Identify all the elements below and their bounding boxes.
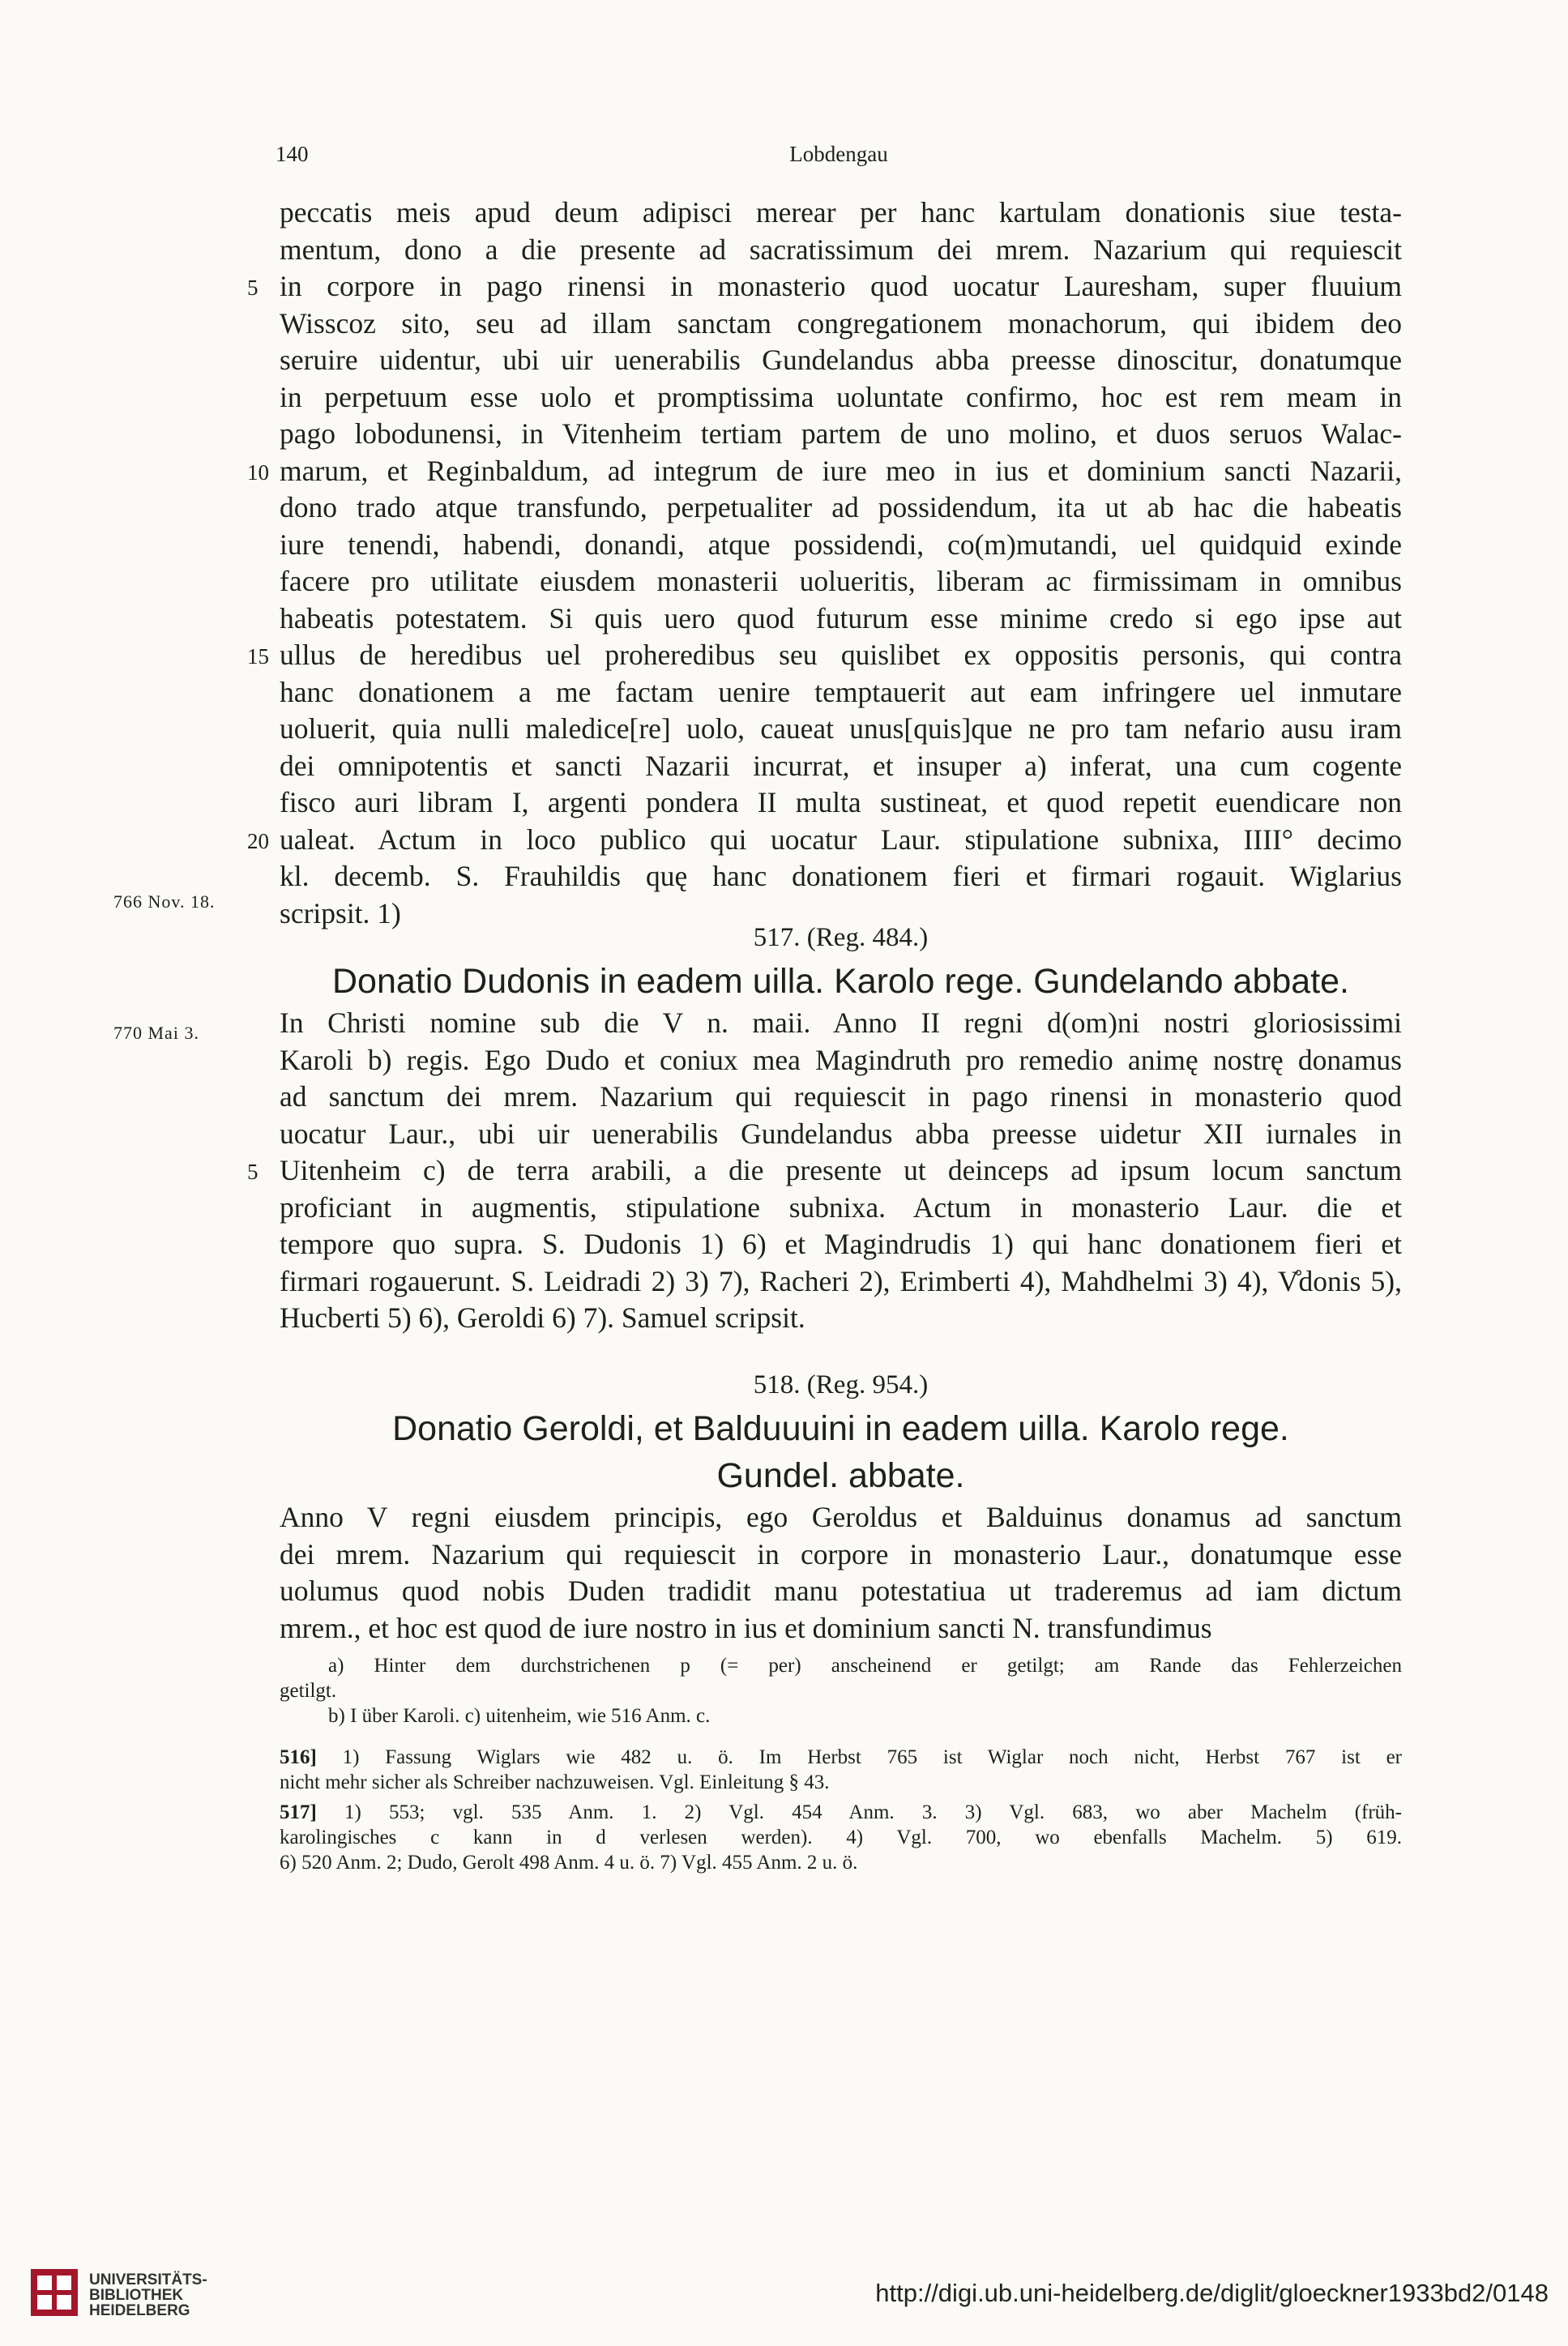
line-text: habeatis potestatem. Si quis uero quod futurum esse minime credo si ego ipse aut: [280, 601, 1402, 635]
charter-517-num: 517.: [753, 923, 801, 952]
charter-518: [280, 1361, 1402, 1647]
charter-517-note-line: [280, 1850, 1402, 1875]
charter-516-line: [280, 232, 1402, 269]
line-number: 5: [247, 1160, 258, 1184]
charter-516-line: [280, 784, 1402, 822]
line-text: uoluerit, quia nulli maledice[re] uolo, caueat unus[quis]que ne pro tam nefario ausu iram: [280, 712, 1402, 745]
note-text: karolingisches c kann in d verlesen werden). 4) Vgl. 700, wo ebenfalls Machelm. 5) 619.: [280, 1827, 1402, 1848]
line-text: Hucberti 5) 6), Geroldi 6) 7). Samuel scripsit.: [280, 1301, 805, 1334]
charter-516-line: [280, 600, 1402, 638]
line-text: fisco auri libram I, argenti pondera II multa sustineat, et quod repetit euendicare non: [280, 786, 1402, 818]
line-text: seruire uidentur, ubi uir uenerabilis Gundelandus abba preesse dinoscitur, donatumque: [280, 344, 1402, 376]
charter-516-line: [280, 306, 1402, 343]
line-text: in perpetuum esse uolo et promptissima uoluntate confirmo, hoc est rem meam in: [280, 380, 1402, 413]
line-text: kl. decemb. S. Frauhildis quę hanc donationem fieri et firmari rogauit. Wiglarius: [280, 860, 1402, 892]
line-text: in corpore in pago rinensi in monasterio quod uocatur Lauresham, super fluuium: [280, 270, 1402, 302]
line-text: Uitenheim c) de terra arabili, a die presente ut deinceps ad ipsum locum sanctum: [280, 1154, 1402, 1186]
charter-516-note-line: [280, 1770, 1402, 1795]
charter-517-line: [280, 1116, 1402, 1153]
charter-516-ref: 516]: [280, 1746, 343, 1768]
line-text: ad sanctum dei mrem. Nazarium qui requiescit in pago rinensi in monasterio quod: [280, 1080, 1402, 1113]
line-text: uocatur Laur., ubi uir uenerabilis Gundelandus abba preesse uidetur XII iurnales in: [280, 1117, 1402, 1150]
line-text: peccatis meis apud deum adipisci merear per hanc kartulam donationis siue testa-: [280, 196, 1402, 229]
line-text: firmari rogauerunt. S. Leidradi 2) 3) 7), Racheri 2), Erimberti 4), Mahdhelmi 3) 4), V̊donis 5),: [280, 1264, 1402, 1297]
charter-518-line: [280, 1573, 1402, 1610]
charter-516-line: [280, 748, 1402, 785]
page-header: [276, 142, 1402, 174]
textual-notes: [280, 1653, 1402, 1729]
charter-517-ref: 517]: [280, 1801, 345, 1823]
charter-518-line: [280, 1499, 1402, 1536]
library-name: [89, 2272, 207, 2318]
charter-516-line: [280, 342, 1402, 379]
line-text: Wisscoz sito, seu ad illam sanctam congregationem monachorum, qui ibidem deo: [280, 306, 1402, 340]
charter-517-line: [280, 1190, 1402, 1227]
line-text: mentum, dono a die presente ad sacratissimum dei mrem. Nazarium qui requiescit: [280, 233, 1402, 266]
charter-516-line: [280, 711, 1402, 748]
library-line1: UNIVERSITÄTS-: [89, 2271, 207, 2288]
charter-518-number: [280, 1366, 1402, 1404]
page-number: 140: [276, 142, 309, 166]
charter-518-title-line2: Gundel. abbate.: [716, 1456, 965, 1495]
charter-516-text: [247, 194, 1402, 932]
charter-516-line: [280, 416, 1402, 453]
library-logo-icon: [31, 2269, 78, 2316]
note-text: 1) Fassung Wiglars wie 482 u. ö. Im Herbst 765 ist Wiglar noch nicht, Herbst 767 ist er: [342, 1746, 1402, 1768]
charter-517-line: [280, 1079, 1402, 1116]
library-line3: HEIDELBERG: [89, 2302, 190, 2319]
charter-516-line: [247, 637, 1402, 674]
line-text: Anno V regni eiusdem principis, ego Geroldus et Balduinus donamus ad sanctum: [280, 1501, 1402, 1533]
line-text: Karoli b) regis. Ego Dudo et coniux mea Magindruth pro remedio animę nostrę donamus: [280, 1043, 1402, 1076]
line-number: 20: [247, 828, 269, 853]
line-number: 15: [247, 644, 269, 669]
charter-517-line: [280, 1300, 1402, 1337]
line-text: dei omnipotentis et sancti Nazarii incurrat, et insuper a) inferat, una cum cogente: [280, 749, 1402, 782]
line-text: pago lobodunensi, in Vitenheim tertiam partem de uno molino, et duos seruos Walac-: [280, 417, 1402, 450]
charter-517: [247, 914, 1402, 1337]
line-text: ullus de heredibus uel proheredibus seu quislibet ex oppositis personis, qui contra: [280, 639, 1402, 671]
line-text: dei mrem. Nazarium qui requiescit in corpore in monasterio Laur., donatumque esse: [280, 1537, 1402, 1570]
line-text: scripsit. 1): [280, 896, 401, 929]
charter-516-paragraph: [247, 194, 1402, 932]
charter-517-number: [280, 919, 1402, 956]
charter-517-reg: (Reg. 484.): [806, 923, 929, 952]
charter-516-line: [247, 268, 1402, 306]
line-text: tempore quo supra. S. Dudonis 1) 6) et Magindrudis 1) qui hanc donationem fieri et: [280, 1228, 1402, 1260]
line-text: dono trado atque transfundo, perpetualiter ad possidendum, ita ut ab hac die habeatis: [280, 491, 1402, 523]
margin-date-516: 766 Nov. 18.: [113, 891, 216, 912]
charter-516-line: [280, 674, 1402, 711]
charter-518-paragraph: [280, 1499, 1402, 1647]
note-text: 1) 553; vgl. 535 Anm. 1. 2) Vgl. 454 Anm. 3. 3) Vgl. 683, wo aber Machelm (früh-: [344, 1801, 1402, 1823]
line-text: proficiant in augmentis, stipulatione subnixa. Actum in monasterio Laur. die et: [280, 1190, 1402, 1224]
textual-note-line: [280, 1653, 1402, 1678]
charter-516-line: [247, 453, 1402, 490]
line-text: iure tenendi, habendi, donandi, atque possidendi, co(m)mutandi, uel quidquid exinde: [280, 528, 1402, 561]
charter-516-line: [280, 527, 1402, 564]
charter-518-line: [280, 1536, 1402, 1574]
charter-517-line: [280, 1005, 1402, 1042]
charter-516-line: [280, 379, 1402, 417]
textual-note-line: [280, 1678, 1402, 1703]
note-text: 6) 520 Anm. 2; Dudo, Gerolt 498 Anm. 4 u. ö. 7) Vgl. 455 Anm. 2 u. ö.: [280, 1852, 858, 1874]
charter-517-note-line: [280, 1825, 1402, 1850]
line-text: mrem., et hoc est quod de iure nostro in ius et dominium sancti N. transfundimus: [280, 1611, 1212, 1644]
charter-516-line: [280, 563, 1402, 600]
charter-516-line: [280, 194, 1402, 232]
charter-517-paragraph: [247, 1005, 1402, 1337]
notes-516: [280, 1745, 1402, 1795]
line-number: 10: [247, 459, 269, 485]
note-text: b) I über Karoli. c) uitenheim, wie 516 Anm. c.: [328, 1705, 711, 1727]
library-line2: BIBLIOTHEK: [89, 2287, 184, 2304]
line-text: In Christi nomine sub die V n. maii. Anno II regni d(om)ni nostri gloriosissimi: [280, 1006, 1402, 1039]
page-footer: [0, 2245, 1568, 2346]
note-text: nicht mehr sicher als Schreiber nachzuweisen. Vgl. Einleitung § 43.: [280, 1771, 830, 1793]
charter-518-title-line1: Donatio Geroldi, et Balduuuini in eadem uilla. Karolo rege.: [392, 1409, 1289, 1448]
charter-517-line: [247, 1152, 1402, 1190]
charter-517-line: [280, 1042, 1402, 1079]
charter-516-line: [280, 489, 1402, 527]
charter-517-line: [280, 1263, 1402, 1301]
charter-517-note-line: [280, 1800, 1402, 1825]
margin-date-517: 770 Mai 3.: [113, 1023, 199, 1043]
note-text: a) Hinter dem durchstrichenen p (= per) anscheinend er getilgt; am Rande das Fehlerzeichen: [328, 1655, 1402, 1677]
charter-518-num: 518.: [753, 1370, 801, 1399]
source-url[interactable]: http://digi.ub.uni-heidelberg.de/diglit/gloeckner1933bd2/0148: [875, 2279, 1549, 2307]
textual-note-line: [280, 1703, 1402, 1729]
line-number: 5: [247, 276, 258, 300]
line-text: hanc donationem a me factam uenire temptauerit aut eam infringere uel inmutare: [280, 675, 1402, 708]
line-text: facere pro utilitate eiusdem monasterii uolueritis, liberam ac firmissimam in omnibus: [280, 565, 1402, 597]
footnotes: [280, 1653, 1402, 1875]
line-text: marum, et Reginbaldum, ad integrum de iure meo in ius et dominium sancti Nazarii,: [280, 454, 1402, 487]
charter-517-title: Donatio Dudonis in eadem uilla. Karolo rege. Gundelando abbate.: [331, 962, 1350, 1001]
charter-518-reg: (Reg. 954.): [806, 1370, 929, 1399]
line-text: uolumus quod nobis Duden tradidit manu potestatiua ut traderemus ad iam dictum: [280, 1575, 1402, 1607]
note-text: getilgt.: [280, 1680, 337, 1702]
notes-517: [280, 1800, 1402, 1875]
running-head: Lobdengau: [789, 142, 888, 166]
line-text: ualeat. Actum in loco publico qui uocatur Laur. stipulatione subnixa, IIII° decimo: [280, 823, 1402, 856]
charter-518-line: [280, 1610, 1402, 1647]
charter-516-line: [247, 822, 1402, 859]
charter-517-line: [280, 1226, 1402, 1263]
charter-516-line: [280, 858, 1402, 895]
charter-516-note-line: [280, 1745, 1402, 1770]
